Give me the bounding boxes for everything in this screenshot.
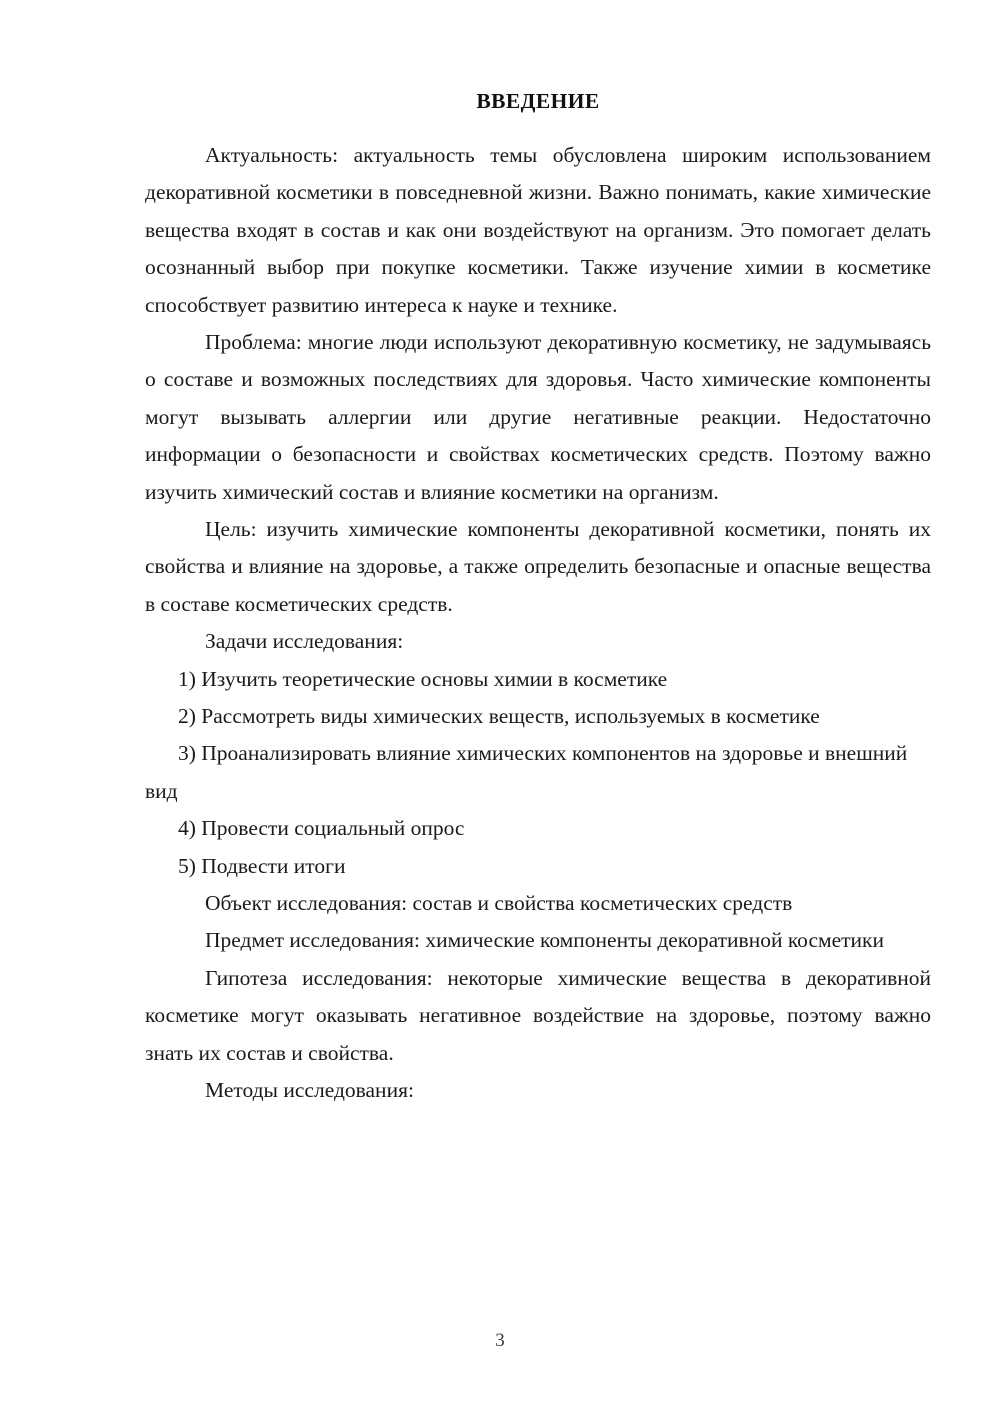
paragraph-methods-heading: Методы исследования:: [205, 1078, 414, 1103]
document-body: [145, 88, 931, 1109]
list-item: 3) Проанализировать влияние химических компонентов на здоровье и внешний вид: [145, 741, 908, 803]
paragraph-relevance: Актуальность: актуальность темы обусловлена широким использованием декоративной косметики в повседневной жизни. Важно понимать, какие химические вещества входят в состав и как они воздействуют на организм. Это помогает делать осознанный выбор при покупке косметики. Также изучение химии в косметике способствует развитию интереса к науке и технике.: [145, 142, 931, 317]
page-title: ВВЕДЕНИЕ: [476, 89, 600, 113]
list-item: 1) Изучить теоретические основы химии в косметике: [178, 666, 668, 691]
paragraph-object: Объект исследования: состав и свойства косметических средств: [205, 891, 793, 915]
paragraph-subject: Предмет исследования: химические компоненты декоративной косметики: [205, 928, 885, 953]
page-number: 3: [495, 1330, 505, 1351]
list-item: 5) Подвести итоги: [178, 853, 346, 878]
paragraph-problem: Проблема: многие люди используют декоративную косметику, не задумываясь о составе и возможных последствиях для здоровья. Часто химические компоненты могут вызывать аллергии или другие негативные реакции. Недостаточно информации о безопасности и свойствах косметических средств. Поэтому важно изучить химический состав и влияние косметики на организм.: [145, 329, 931, 504]
paragraph-goal: Цель: изучить химические компоненты декоративной косметики, понять их свойства и влияние на здоровье, а также определить безопасные и опасные вещества в составе косметических средств.: [145, 516, 931, 616]
list-item: 2) Рассмотреть виды химических веществ, используемых в косметике: [178, 703, 820, 728]
paragraph-tasks-heading: Задачи исследования:: [205, 629, 404, 654]
paragraph-hypothesis: Гипотеза исследования: некоторые химические вещества в декоративной косметике могут оказывать негативное воздействие на здоровье, поэтому важно знать их состав и свойства.: [145, 965, 931, 1065]
list-item: 4) Провести социальный опрос: [178, 816, 465, 841]
